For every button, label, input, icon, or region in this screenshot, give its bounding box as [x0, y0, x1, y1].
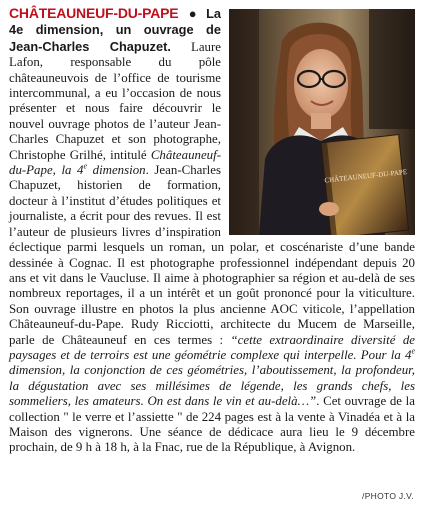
- book-title-part-1: Châteauneuf-du-Pape, la 4: [9, 147, 221, 178]
- outro-text: . Cet ouvrage de la collection " le verre et l’assiette " de 224 pages est à la vente à Vinadéa et à la Maison des vignerons. Une séance de dédicace aura lieu le 9 décembre prochain, de 9 h à 18 h, à la Fnac, rue de la République, à Avignon.: [9, 394, 415, 455]
- book-title-part-2: dimension: [87, 163, 146, 178]
- intro-text-1: Laure Lafon, responsable du pôle châteauneuvois de l’office de tourisme intercommunal, a eu l’occasion de nous présenter et nous faire découvrir le nouvel ouvrage photos de l’auteur Jean-Charles Chapuzet et son photographe, Christophe Grilhé, intitulé: [9, 39, 222, 162]
- book-title-sup: e: [83, 161, 88, 171]
- quote-part-1: “cette extraordinaire diversité de paysages et de terroirs est une géométrie complexe qui interpelle. Pour la 4: [9, 332, 415, 362]
- photo-illustration: [229, 9, 415, 235]
- location-kicker: CHÂTEAUNEUF-DU-PAPE: [9, 5, 179, 21]
- intro-text-2: . Jean-Charles Chapuzet, historien de formation, docteur à l’institut d’études politiques et journaliste, a écrit pour des revues. Il est l’auteur de plusieurs livres d’inspiration éclectique parmi lesquels un roman, un polar, et coscénariste d’une bande dessinée à Cognac. Il est photographe professionnel indépendant depuis 20 ans et vit dans le Vaucluse. Il aime à photographier sa région et au-delà de ses nombreux reportages, il a un intérêt et un goût prononcé pour la viticulture. Son ouvrage illustre en photos la plus ancienne AOC viticole, l’appellation Châteauneuf-du-Pape. Rudy Ricciotti, architecte du Mucem de Marseille, parle de Châteauneuf en ces termes :: [9, 163, 415, 347]
- quote-part-2: dimension, la conjonction de ces géométries, l’aboutissement, la profondeur, la dégustation avec ses millésimes de légende, les grands chefs, les sommeliers, les amateurs. On est dans le vin et au-delà…”: [9, 363, 415, 409]
- quote-sup: e: [411, 346, 415, 356]
- article-headline: La 4e dimension, un ouvrage de Jean-Charles Chapuzet.: [9, 6, 221, 54]
- book-cover-title: CHÂTEAUNEUF-DU-PAPE: [324, 167, 408, 185]
- article-photo: [229, 9, 415, 235]
- photo-credit: /PHOTO J.V.: [362, 490, 414, 501]
- bullet-icon: ●: [181, 6, 205, 21]
